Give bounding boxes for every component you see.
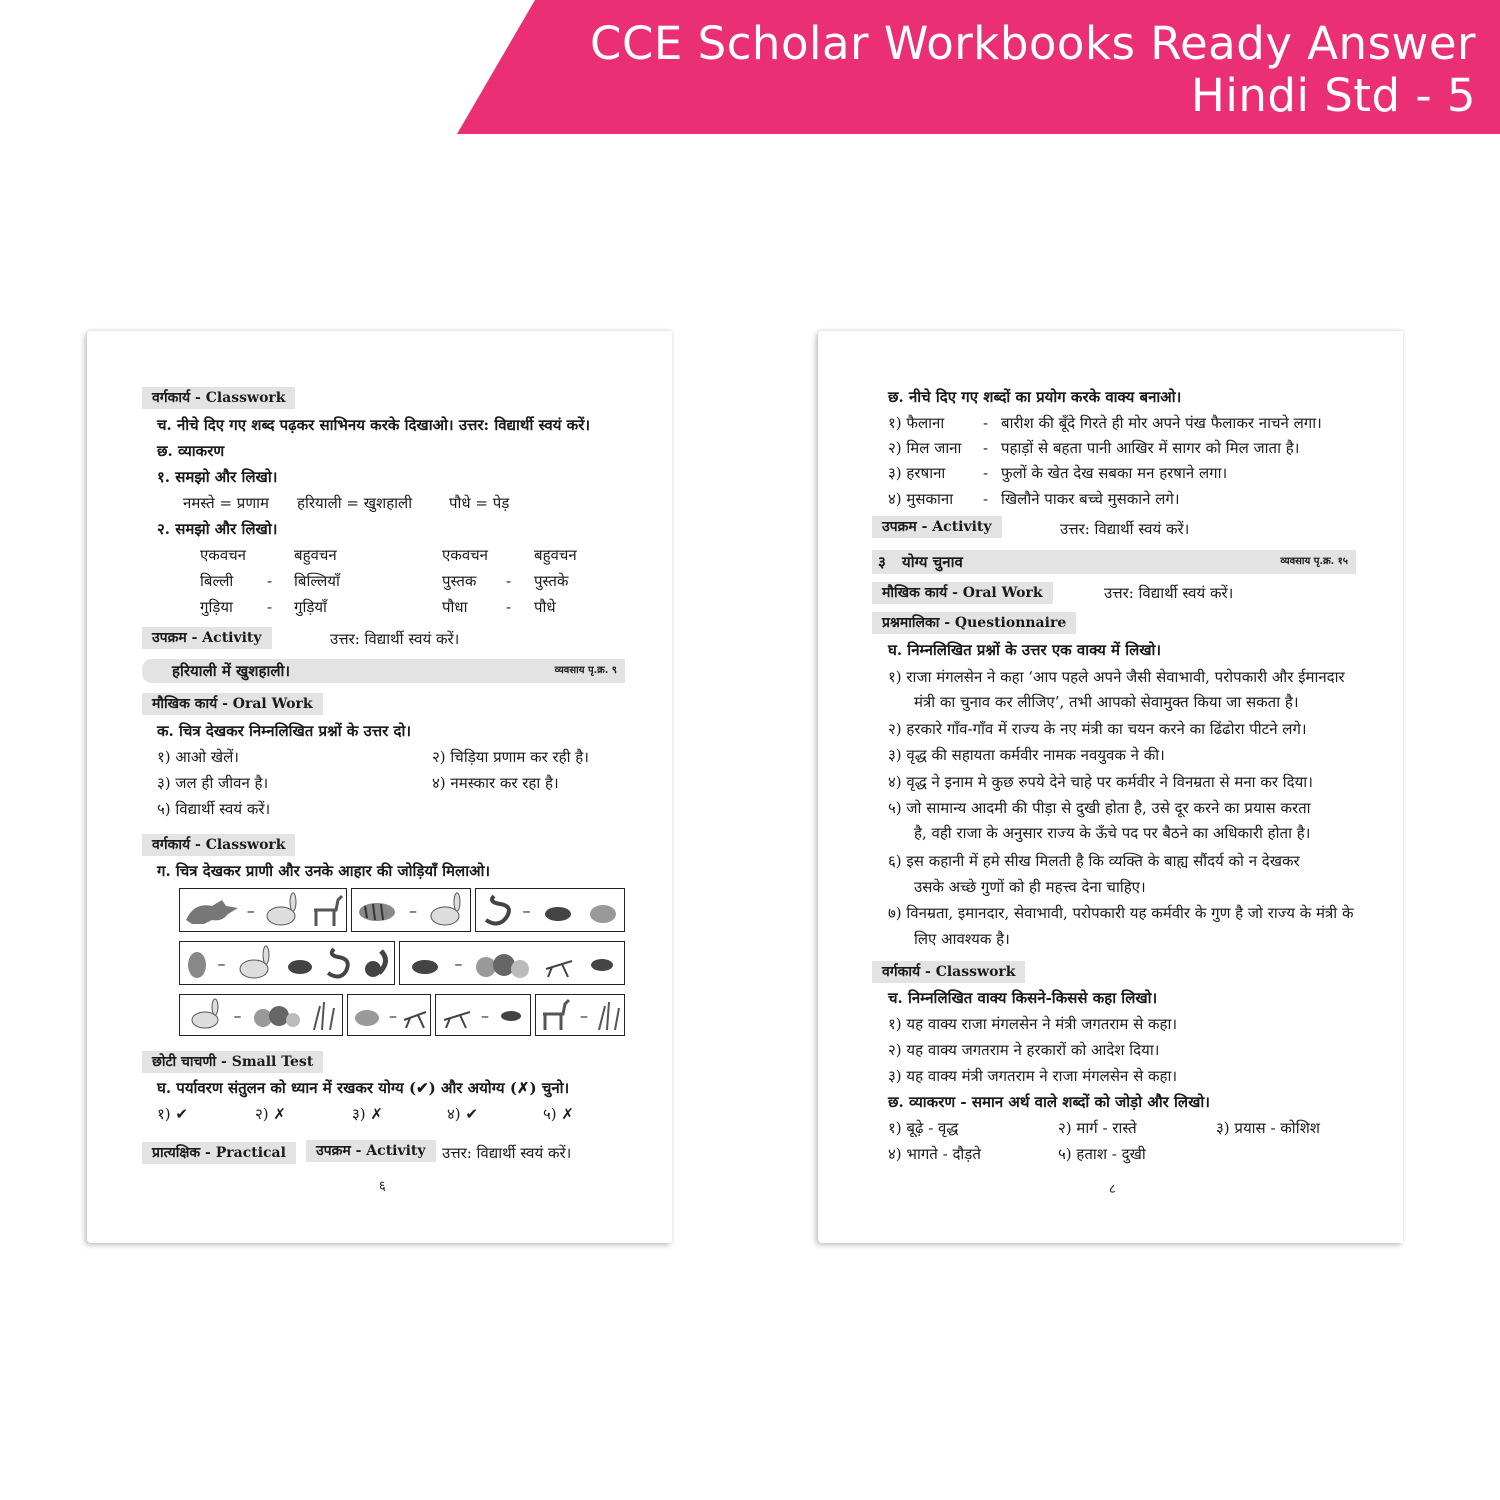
question-gha: घ. निम्नलिखित प्रश्नों के उत्तर एक वाक्य में लिखो।	[888, 641, 1162, 659]
answer-5: ५) विद्यार्थी स्वयं करें।	[157, 800, 271, 818]
grass-icon	[595, 998, 621, 1032]
tag-activity: उपक्रम - Activity	[142, 627, 272, 649]
vegetables-icon	[251, 998, 301, 1032]
mouse-icon	[538, 892, 578, 928]
snake-icon	[480, 892, 516, 928]
answer-2: २) चिड़िया प्रणाम कर रही है।	[432, 748, 589, 766]
picture-dash: –	[246, 900, 255, 920]
lesson-reference: व्यवसाय पृ.क्र. ९	[554, 665, 617, 676]
rabbit-icon	[185, 998, 225, 1032]
rabbit-icon	[259, 892, 303, 928]
answer-line: उसके अच्छे गुणों को ही महत्त्व देना चाहिए।	[914, 878, 1146, 896]
rabbit-icon	[232, 945, 276, 981]
answer-line: लिए आवश्यक है।	[914, 930, 1010, 948]
owl-icon	[183, 945, 211, 981]
tag-practical: प्रात्यक्षिक - Practical	[142, 1142, 296, 1164]
picture-box	[179, 994, 343, 1036]
frog-icon	[585, 892, 621, 928]
beetle-icon	[585, 945, 619, 981]
picture-box	[435, 994, 531, 1036]
synonym-3: पौधे = पेड़	[449, 494, 510, 512]
tag-activity: उपक्रम - Activity	[306, 1140, 436, 1162]
header-singular: एकवचन	[442, 546, 489, 564]
right-workbook-page	[818, 331, 1403, 1243]
tag-questionnaire: प्रश्नमालिका - Questionnaire	[872, 612, 1076, 634]
mouse-icon	[405, 945, 445, 981]
tick-answer: ५) ✗	[543, 1105, 574, 1123]
synonym-pair: ३) प्रयास - कोशिश	[1216, 1119, 1320, 1137]
picture-box	[399, 941, 625, 985]
answer-line: १) राजा मंगलसेन ने कहा ‘आप पहले अपने जैसी सेवाभावी, परोपकारी और ईमानदार	[888, 668, 1345, 686]
sentence-sep: -	[983, 464, 989, 482]
table-cell: पुस्तके	[534, 572, 569, 590]
picture-dash: –	[480, 1005, 489, 1025]
sentence-sep: -	[983, 490, 989, 508]
vegetables-icon	[472, 945, 532, 981]
picture-dash: –	[388, 1005, 397, 1025]
lesson-number: ३	[878, 553, 886, 571]
oral-answer: उत्तर: विद्यार्थी स्वयं करें।	[1104, 584, 1234, 602]
grasshopper-icon	[440, 998, 474, 1032]
picture-box	[535, 994, 625, 1036]
answer-1: १) आओ खेलें।	[157, 748, 239, 766]
question-gha: घ. पर्यावरण संतुलन को ध्यान में रखकर योग्य (✔) और अयोग्य (✗) चुनो।	[157, 1079, 570, 1097]
answer-line: ३) वृद्ध की सहायता कर्मवीर नामक नवयुवक ने की।	[888, 746, 1165, 764]
frog-icon	[350, 998, 384, 1032]
header-plural: बहुवचन	[534, 546, 577, 564]
activity-answer: उत्तर: विद्यार्थी स्वयं करें।	[442, 1144, 572, 1162]
sentence-sep: -	[983, 439, 989, 457]
table-cell: गुड़िया	[200, 598, 233, 616]
banner-title	[590, 18, 1476, 122]
snake-icon	[324, 945, 354, 981]
grass-icon	[310, 998, 338, 1032]
deer-icon	[308, 892, 344, 928]
picture-box	[347, 994, 431, 1036]
table-cell: पौधे	[534, 598, 556, 616]
subquestion-2: २. समझो और लिखो।	[157, 520, 278, 538]
answer-line: ७) विनम्रता, इमानदार, सेवाभावी, परोपकारी यह कर्मवीर के गुण है जो राज्य के मंत्री के	[888, 904, 1354, 922]
tick-answer: २) ✗	[255, 1105, 286, 1123]
synonym-1: नमस्ते = प्रणाम	[183, 494, 270, 512]
question-cha: च. निम्नलिखित वाक्य किसने-किससे कहा लिखो।	[888, 989, 1158, 1007]
sentence-text: फुलों के खेत देख सबका मन हरषाने लगा।	[1001, 464, 1228, 482]
answer-3: ३) जल ही जीवन है।	[157, 774, 269, 792]
sentence-text: बारीश की बूँदे गिरते ही मोर अपने पंख फैलाकर नाचने लगा।	[1001, 414, 1322, 432]
tag-classwork: वर्गकार्य - Classwork	[142, 387, 295, 409]
table-cell: पुस्तक	[442, 572, 477, 590]
synonym-pair: २) मार्ग - रास्ते	[1058, 1119, 1137, 1137]
tick-answer: ३) ✗	[352, 1105, 383, 1123]
table-dash: -	[506, 598, 512, 616]
question-cha: च. नीचे दिए गए शब्द पढ़कर साभिनय करके दिखाओ। उत्तर: विद्यार्थी स्वयं करें।	[157, 416, 591, 434]
picture-dash: –	[579, 1005, 588, 1025]
tag-small-test: छोटी चाचणी - Small Test	[142, 1051, 323, 1073]
table-dash: -	[506, 572, 512, 590]
table-cell: बिल्लियाँ	[294, 572, 340, 590]
who-said-line: १) यह वाक्य राजा मंगलसेन ने मंत्री जगतराम से कहा।	[888, 1015, 1178, 1033]
table-cell: पौधा	[442, 598, 468, 616]
synonym-2: हरियाली = खुशहाली	[297, 494, 413, 512]
squirrel-icon	[361, 945, 391, 981]
picture-box	[475, 888, 625, 932]
picture-box	[179, 888, 347, 932]
mouse-icon	[282, 945, 318, 981]
table-cell: गुड़ियाँ	[294, 598, 327, 616]
beetle-icon	[496, 998, 526, 1032]
picture-box	[351, 888, 471, 932]
lesson-title-band	[872, 550, 1356, 574]
header-plural: बहुवचन	[294, 546, 337, 564]
grasshopper-icon	[542, 945, 576, 981]
title-banner	[0, 0, 1500, 134]
sentence-word: १) फैलाना	[888, 414, 945, 432]
sentence-text: खिलौने पाकर बच्चे मुसकाने लगे।	[1001, 490, 1180, 508]
table-dash: -	[267, 598, 273, 616]
lesson-title: हरियाली में खुशहाली।	[172, 662, 291, 680]
tick-answer: ४) ✔	[447, 1105, 478, 1123]
tag-activity: उपक्रम - Activity	[872, 516, 1002, 538]
tag-oral-work: मौखिक कार्य - Oral Work	[142, 693, 323, 715]
lesson-title-band	[142, 659, 625, 683]
picture-dash: –	[454, 953, 463, 973]
answer-line: ४) वृद्ध ने इनाम मे कुछ रुपये देने चाहे पर कर्मवीर ने विनम्रता से मना कर दिया।	[888, 773, 1313, 791]
picture-dash: –	[409, 900, 417, 920]
deer-icon	[539, 998, 573, 1032]
synonym-pair: ५) हताश - दुखी	[1058, 1145, 1146, 1163]
rabbit-icon	[423, 892, 467, 928]
question-ka: क. चित्र देखकर निम्नलिखित प्रश्नों के उत्तर दो।	[157, 722, 412, 740]
tiger-icon	[355, 892, 403, 928]
question-ga: ग. चित्र देखकर प्राणी और उनके आहार की जोड़ियाँ मिलाओ।	[157, 862, 491, 880]
picture-dash: –	[217, 953, 226, 973]
answer-line: ६) इस कहानी में हमे सीख मिलती है कि व्यक्ति के बाह्य सौंदर्य को न देखकर	[888, 852, 1300, 870]
answer-line: है, वही राजा के अनुसार राज्य के ऊँचे पद पर बैठने का अधिकारी होता है।	[914, 824, 1311, 842]
synonym-pair: १) बूढ़े - वृद्ध	[888, 1119, 959, 1137]
answer-line: ५) जो सामान्य आदमी की पीड़ा से दुखी होता है, उसे दूर करने का प्रयास करता	[888, 799, 1311, 817]
lesson-reference: व्यवसाय पृ.क्र. १५	[1280, 556, 1348, 567]
tag-classwork: वर्गकार्य - Classwork	[142, 834, 295, 856]
picture-dash: –	[233, 1005, 242, 1025]
picture-dash: –	[522, 900, 531, 920]
sentence-word: ४) मुसकाना	[888, 490, 954, 508]
answer-line: मंत्री का चुनाव कर लीजिए’, तभी आपको सेवामुक्त किया जा सकता है।	[914, 693, 1299, 711]
banner-title-line2: Hindi Std - 5	[1191, 69, 1476, 122]
activity-answer: उत्तर: विद्यार्थी स्वयं करें।	[330, 630, 460, 648]
left-workbook-page	[87, 331, 672, 1243]
question-chha-grammar: छ. व्याकरण - समान अर्थ वाले शब्दों को जोड़ो और लिखो।	[888, 1093, 1210, 1111]
sentence-word: ३) हरषाना	[888, 464, 946, 482]
answer-4: ४) नमस्कार कर रहा है।	[432, 774, 559, 792]
who-said-line: २) यह वाक्य जगतराम ने हरकारों को आदेश दिया।	[888, 1041, 1160, 1059]
question-chha: छ. नीचे दिए गए शब्दों का प्रयोग करके वाक्य बनाओ।	[888, 388, 1182, 406]
sentence-sep: -	[983, 414, 989, 432]
fox-icon	[182, 892, 242, 928]
activity-answer: उत्तर: विद्यार्थी स्वयं करें।	[1060, 520, 1190, 538]
answer-line: २) हरकारे गाँव-गाँव में राज्य के नए मंत्री का चयन करने का ढिंढोरा पीटने लगे।	[888, 720, 1307, 738]
who-said-line: ३) यह वाक्य मंत्री जगतराम ने राजा मंगलसेन से कहा।	[888, 1067, 1178, 1085]
sentence-word: २) मिल जाना	[888, 439, 962, 457]
banner-title-line1: CCE Scholar Workbooks Ready Answer	[590, 17, 1476, 70]
tag-classwork: वर्गकार्य - Classwork	[872, 961, 1025, 983]
synonym-pair: ४) भागते - दौड़ते	[888, 1145, 981, 1163]
table-cell: बिल्ली	[200, 572, 234, 590]
grasshopper-icon	[402, 998, 428, 1032]
question-chha: छ. व्याकरण	[157, 442, 225, 460]
table-dash: -	[267, 572, 273, 590]
tick-answer: १) ✔	[157, 1105, 188, 1123]
picture-box	[179, 941, 395, 985]
page-number: ८	[1109, 1182, 1116, 1197]
lesson-title: योग्य चुनाव	[902, 553, 963, 571]
subquestion-1: १. समझो और लिखो।	[157, 468, 278, 486]
header-singular: एकवचन	[200, 546, 247, 564]
page-number: ६	[379, 1179, 386, 1194]
tag-oral-work: मौखिक कार्य - Oral Work	[872, 582, 1053, 604]
sentence-text: पहाड़ों से बहता पानी आखिर में सागर को मिल जाता है।	[1001, 439, 1300, 457]
